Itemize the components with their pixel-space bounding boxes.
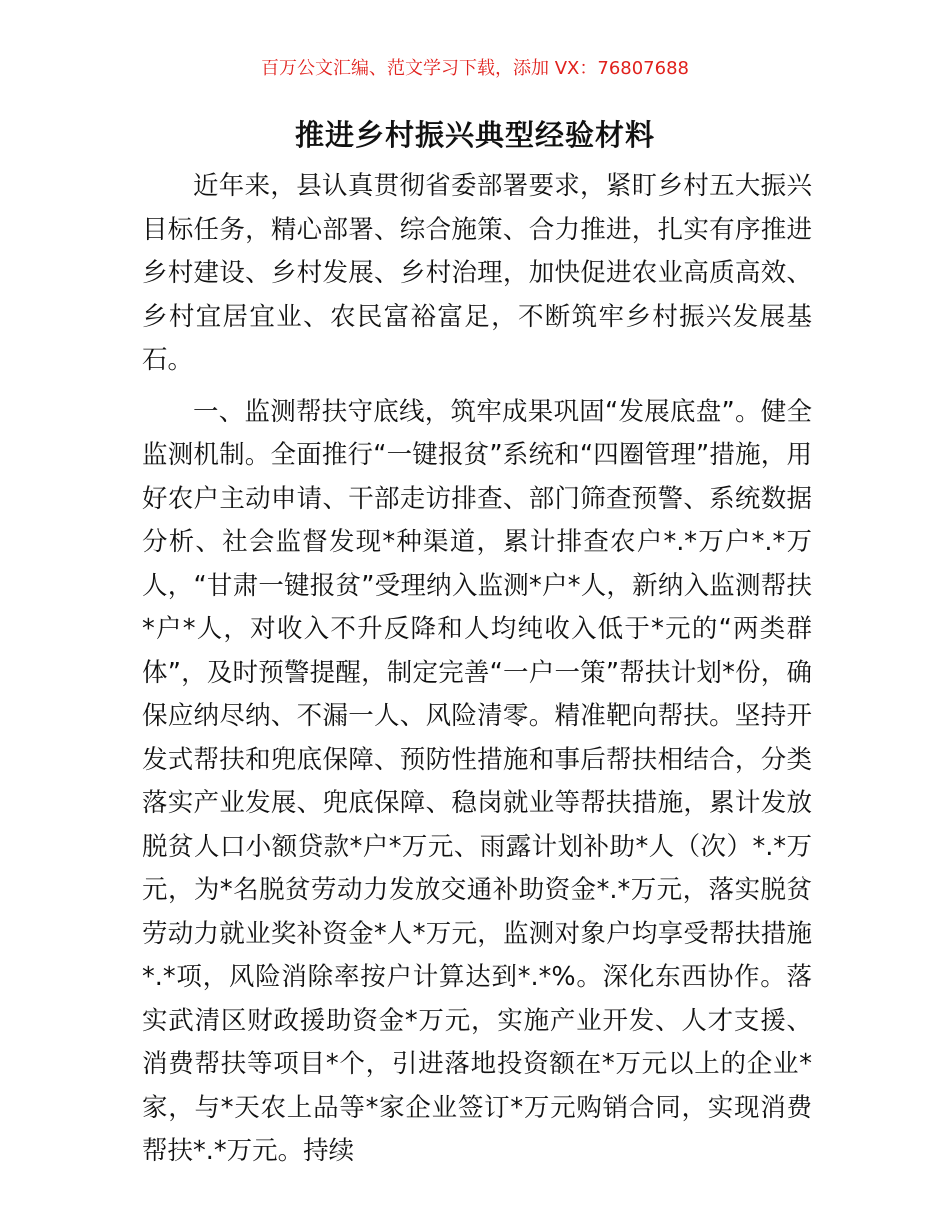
document-title: 推进乡村振兴典型经验材料 — [294, 118, 655, 152]
intro-paragraph: 近年来，县认真贯彻省委部署要求，紧盯乡村五大振兴目标任务，精心部署、综合施策、合力推进，扎实有序推进乡村建设、乡村发展、乡村治理，加快促进农业高质高效、乡村宜居宜业、农民富裕富足，不断筑牢乡村振兴发展基石。 — [142, 171, 812, 375]
download-notice-header: 百万公文汇编、范文学习下载，添加 VX：76807688 — [261, 58, 689, 79]
section-one-paragraph: 一、监测帮扶守底线，筑牢成果巩固“发展底盘”。健全监测机制。全面推行“一键报贫”系统和“四圈管理”措施，用好农户主动申请、干部走访排查、部门筛查预警、系统数据分析、社会监督发现*种渠道，累计排查农户*.*万户*.*万人，“甘肃一键报贫”受理纳入监测*户*人，新纳入监测帮扶*户*人，对收入不升反降和人均纯收入低于*元的“两类群体”，及时预警提醒，制定完善“一户一策”帮扶计划*份，确保应纳尽纳、不漏一人、风险清零。精准靶向帮扶。坚持开发式帮扶和兜底保障、预防性措施和事后帮扶相结合，分类落实产业发展、兜底保障、稳岗就业等帮扶措施，累计发放脱贫人口小额贷款*户*万元、雨露计划补助*人（次）*.*万元，为*名脱贫劳动力发放交通补助资金*.*万元，落实脱贫劳动力就业奖补资金*人*万元，监测对象户均享受帮扶措施*.*项，风险消除率按户计算达到*.*%。深化东西协作。落实武清区财政援助资金*万元，实施产业开发、人才支援、消费帮扶等项目*个，引进落地投资额在*万元以上的企业*家，与*天农上品等*家企业签订*万元购销合同，实现消费帮扶*.*万元。持续 — [142, 396, 812, 1166]
document-body — [142, 165, 812, 1182]
